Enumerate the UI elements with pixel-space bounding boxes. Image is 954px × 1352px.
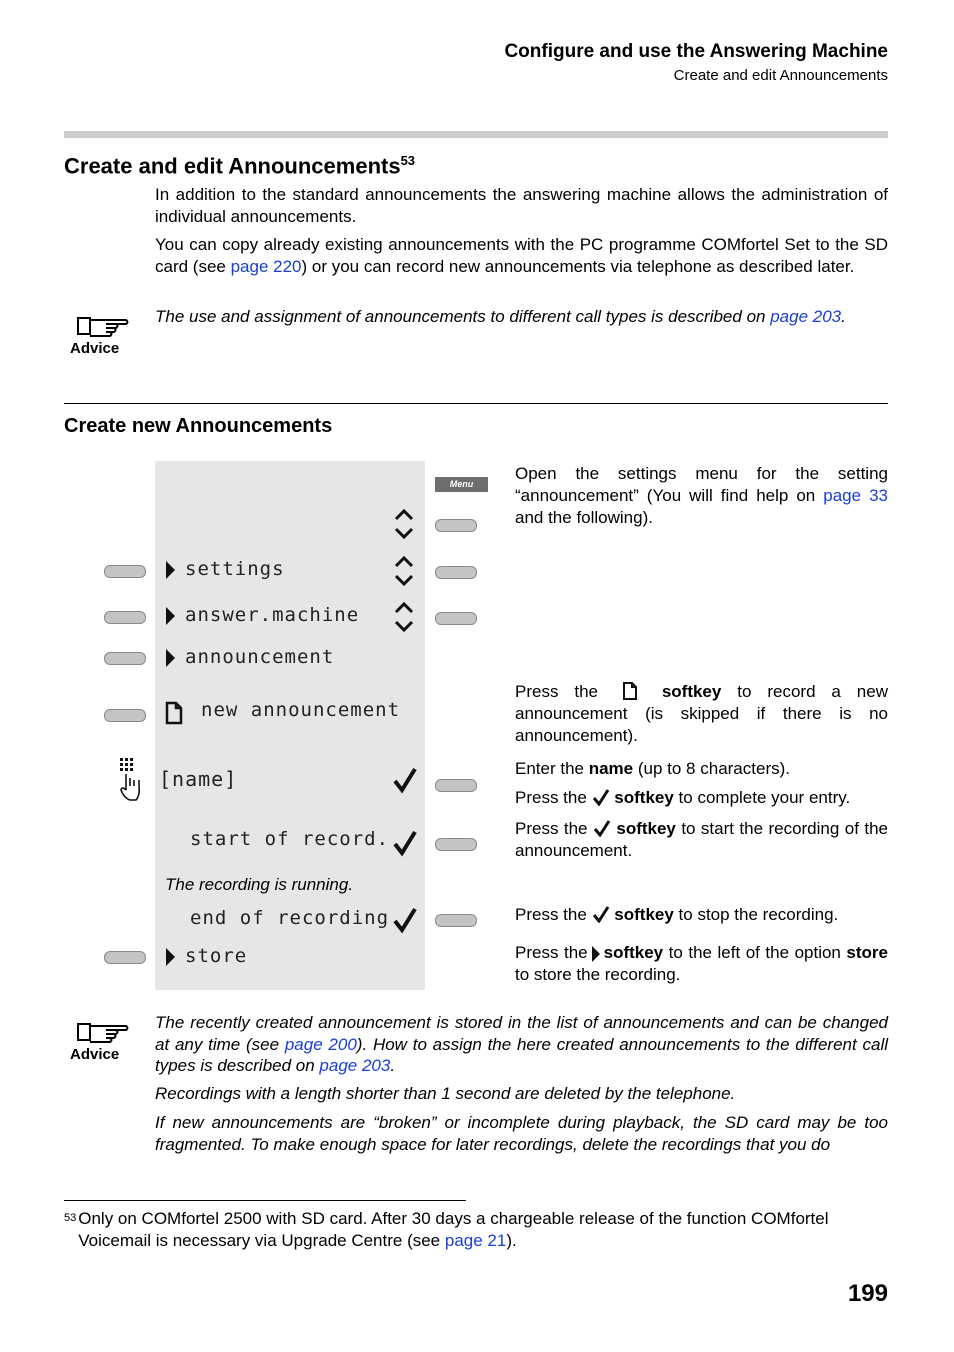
triangle-right-icon [592,946,600,962]
display-line-answer-machine: answer.machine [185,604,360,626]
page-200-link[interactable]: page 200 [284,1034,357,1054]
page-33-link[interactable]: page 33 [823,486,888,505]
display-line-new-announcement: new announcement [201,699,401,721]
new-document-icon [622,682,638,700]
advice-label: Advice [70,340,120,357]
copy-paragraph: You can copy already existing announcements with the PC programme COMfortel Set to the SD card (see page 220) or you can record new announcements via telephone as described later. [155,235,888,276]
instruction-start-recording: Press the softkey to start the recording of the announcement. [515,819,888,860]
instruction-enter-name: Enter the name (up to 8 characters). [515,759,790,778]
checkmark-icon [592,788,610,806]
navigation-key[interactable] [435,612,477,625]
recording-running-note: The recording is running. [165,875,354,894]
up-down-arrow-icon [393,507,415,541]
subsection-title: Create new Announcements [64,415,333,437]
checkmark-icon [593,819,611,837]
ok-softkey[interactable] [435,914,477,927]
pointing-hand-icon [76,314,130,338]
keypad-hand-icon [116,756,142,802]
section-title: Create and edit Announcements$^{53}$ [64,153,416,179]
left-softkey[interactable] [104,709,146,722]
triangle-right-icon [166,561,175,579]
header-divider-bar [64,131,888,138]
intro-paragraph: In addition to the standard announcements the answering machine allows the administration of individual announcements. [155,185,888,226]
page-203-link[interactable]: page 203 [319,1056,391,1075]
advice-text-2: The recently created announcement is stored in the list of announcements and can be changed at any time (see page 200). How to assign the here created announcements to the different call types is described on page 203. [155,1013,889,1075]
display-line-settings: settings [185,558,285,580]
advice-text-3: Recordings with a length shorter than 1 second are deleted by the telephone. [155,1084,736,1103]
up-down-arrow-icon [393,600,415,634]
checkmark-icon [592,905,610,923]
navigation-key[interactable] [435,566,477,579]
triangle-right-icon [166,607,175,625]
pointing-hand-icon [76,1020,130,1044]
up-down-arrow-icon [393,554,415,588]
ok-softkey[interactable] [435,838,477,851]
running-header-title: Configure and use the Answering Machine [504,41,888,62]
checkmark-icon [392,766,418,794]
instruction-open-menu: Open the settings menu for the setting “announcement” (You will find help on page 33 and the following). [515,464,888,527]
advice-label: Advice [70,1046,120,1063]
checkmark-icon [392,906,418,934]
left-softkey[interactable] [104,652,146,665]
left-softkey[interactable] [104,611,146,624]
instruction-store: Press the softkey to the left of the option store to store the recording. [515,943,888,984]
display-line-end-recording: end of recording [190,907,390,929]
new-document-icon [164,701,184,725]
left-softkey[interactable] [104,951,146,964]
footnote: $^{53}$ Only on COMfortel 2500 with SD card. After 30 days a chargeable release of the function COMfortel Voicemail is necessary via Upgrade Centre (see page 21). [64,1209,829,1250]
display-line-store: store [185,945,248,967]
advice-text-1: The use and assignment of announcements to different call types is described on page 203. [155,307,846,326]
instruction-stop-recording: Press the softkey to stop the recording. [515,905,839,924]
ok-softkey[interactable] [435,779,477,792]
checkmark-icon [392,829,418,857]
triangle-right-icon [166,649,175,667]
page-number: 199 [847,1280,888,1307]
display-line-start-record: start of record. [190,828,390,850]
instruction-complete-entry: Press the softkey to complete your entry. [515,788,851,807]
menu-key[interactable]: Menu [435,477,488,492]
triangle-right-icon [166,948,175,966]
page-21-link[interactable]: page 21 [444,1230,507,1250]
left-softkey[interactable] [104,565,146,578]
display-line-announcement: announcement [185,646,335,668]
footnote-divider [64,1200,466,1201]
page-203-link[interactable]: page 203 [770,307,842,326]
page-220-link[interactable]: page 220 [230,256,302,276]
display-line-name: [name] [159,767,238,791]
footnote-ref: 53 [400,153,416,168]
footnote-number: 53 [64,1212,77,1224]
section-divider [64,403,888,404]
instruction-new-announcement: Press the softkey to record a new announcement (is skipped if there is no announcement). [515,682,888,745]
advice-text-4: If new announcements are “broken” or incomplete during playback, the SD card may be too fragmented. To make enough space for later recordings, delete the recordings that you do [155,1113,888,1154]
running-header-subtitle: Create and edit Announcements [673,67,888,84]
navigation-key[interactable] [435,519,477,532]
